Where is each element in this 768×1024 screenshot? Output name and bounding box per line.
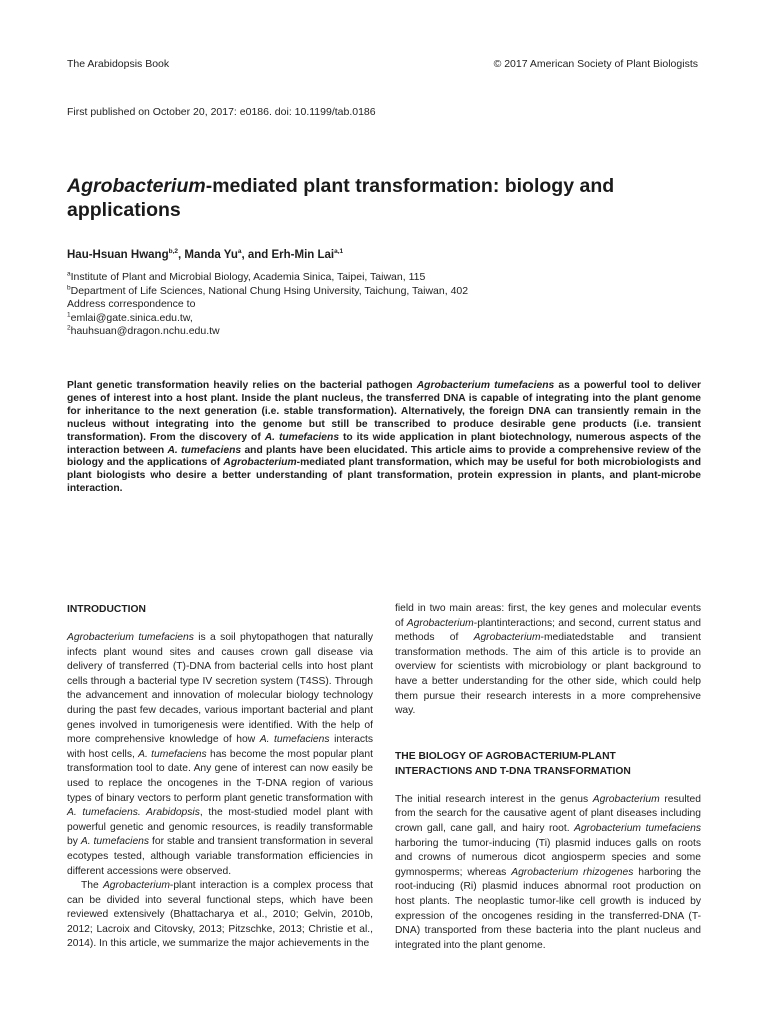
publication-line: First published on October 20, 2017: e0186. doi: 10.1199/tab.0186 xyxy=(67,106,376,118)
abstract-italic: A. tumefaciens xyxy=(167,444,242,456)
left-column xyxy=(67,602,373,952)
biology-heading: THE BIOLOGY OF AGROBACTERIUM-PLANT INTERACTIONS AND T-DNA TRANSFORMATION xyxy=(395,750,631,777)
intro-italic: A. tumefaciens xyxy=(80,836,150,848)
affiliation-b-sup: b xyxy=(67,284,71,292)
intro-italic: Agrobacterium xyxy=(406,617,474,629)
title-line2: applications xyxy=(67,199,181,221)
email-1[interactable] xyxy=(67,312,707,326)
email-2[interactable] xyxy=(67,325,707,339)
author-1-sup: b,2 xyxy=(168,248,178,256)
abstract-text: and plants have been elucidated. This article aims to provide a comprehensive review of the biology and the applications of xyxy=(67,444,701,469)
intro-text: -plant interaction is a complex process that can be divided into several functional steps, which have been reviewed extensively (Bhattacharya et al., 2010; Gelvin, 2010b, 2012; Lacroix and Citovsky, 2013; Pitzschke, 2013; Christie et al., 2014). In this article, we summarize the major achievements in the xyxy=(67,880,373,950)
biology-text: resulted from the search for the causative agent of plant diseases including crown gall, cane gall, and hairy root. xyxy=(395,793,701,834)
intro-italic: Agrobacterium xyxy=(473,632,541,644)
intro-text: interacts with host cells, xyxy=(67,734,373,760)
abstract-text: Plant genetic transformation heavily relies on the bacterial pathogen xyxy=(67,380,417,391)
introduction-paragraph-2-continued xyxy=(395,602,701,719)
author-3: , and Erh-Min Lai xyxy=(241,249,335,261)
copyright-notice: © 2017 American Society of Plant Biologists xyxy=(493,58,698,70)
biology-text: harboring the tumor-inducing (Ti) plasmid induces galls on roots and crowns of numerous dicot angiosperm species and some gymnosperms; whereas xyxy=(395,837,701,878)
affiliation-a-text: Institute of Plant and Microbial Biology, Academia Sinica, Taipei, Taiwan, 115 xyxy=(70,271,426,283)
intro-italic: Agrobacterium tumefaciens xyxy=(67,632,194,643)
running-header xyxy=(67,58,698,74)
intro-italic: A. tumefaciens xyxy=(259,734,330,746)
title-line1: -mediated plant transformation: biology and xyxy=(205,175,615,197)
biology-paragraph-1 xyxy=(395,793,701,954)
biology-italic: Agrobacterium xyxy=(592,793,660,805)
intro-text: is a soil phytopathogen that naturally infects plant wound sites and causes crown gall disease via delivery of transferred (T)-DNA from bacterial cells into host plant cells through a bacterial type IV secretion system (T4SS). Through the advancement and innovation of molecular biology technology during the past few decades, various important bacterial and plant genes involved in tumorigenesis were identified. With the help of more comprehensive knowledge of how xyxy=(67,632,373,746)
abstract-text: to its wide application in plant biotechnology, numerous aspects of the interaction between xyxy=(67,431,701,456)
article-title xyxy=(67,174,707,222)
intro-italic: Agrobacterium xyxy=(102,880,170,892)
right-column xyxy=(395,749,701,954)
author-list xyxy=(67,249,343,261)
email-2-sup: 2 xyxy=(67,324,71,332)
affiliations xyxy=(67,271,707,339)
biology-italic: Agrobacterium rhizogenes xyxy=(511,866,634,878)
biology-text: The initial research interest in the genus xyxy=(395,793,593,805)
affiliation-b-text: Department of Life Sciences, National Chung Hsing University, Taichung, Taiwan, 402 xyxy=(70,284,469,297)
introduction-paragraph-1 xyxy=(67,631,373,879)
abstract-text: as a powerful tool to deliver genes of interest into a host plant. Inside the plant nucleus, the transferred DNA is capable of integrating into the plant genome for inheritance to the next generation (i.e. stable transformation). Alternatively, the foreign DNA can transiently remain in the nucleus without integrating into the genome but still be transcribed to produce desirable gene products (i.e. transient transformation). From the discovery of xyxy=(67,380,701,443)
title-italic: Agrobacterium xyxy=(67,175,206,197)
affiliation-a xyxy=(67,271,707,285)
introduction-paragraph-2 xyxy=(67,879,373,952)
abstract-italic: A. tumefaciens xyxy=(264,431,340,443)
introduction-heading: INTRODUCTION xyxy=(67,604,146,615)
intro-text: The xyxy=(81,880,103,892)
intro-italic: A. tumefaciens xyxy=(138,748,207,760)
abstract xyxy=(67,380,701,496)
biology-italic: Agrobacterium tumefaciens xyxy=(574,822,702,834)
intro-text: , the most-studied model plant with powerful genetic and genomic resources, is readily transformable by xyxy=(67,807,374,848)
correspondence-label: Address correspondence to xyxy=(67,298,196,311)
journal-name: The Arabidopsis Book xyxy=(67,58,170,70)
email-1-sup: 1 xyxy=(67,311,71,319)
intro-text-continued: interactions; and second, current status and methods of xyxy=(395,617,702,644)
email-1-text[interactable]: emlai@gate.sinica.edu.tw, xyxy=(70,311,193,324)
affiliation-b xyxy=(67,285,707,299)
intro-text: -plant xyxy=(473,617,500,629)
email-2-text[interactable]: hauhsuan@dragon.nchu.edu.tw xyxy=(70,325,220,338)
intro-text-continued: field in two main areas: first, the key genes and molecular events of xyxy=(395,603,701,629)
author-1: Hau-Hsuan Hwang xyxy=(67,249,169,261)
author-2: , Manda Yu xyxy=(178,249,238,261)
intro-text-continued: stable and transient transformation methods. The aim of this article is to provide an overview for scientists with microbiology or plant background to have a better understanding for the other side, which could help them pursue their research interests in a more comprehensive way. xyxy=(395,632,701,717)
abstract-text: -mediated plant transformation, which may be useful for both microbiologists and plant biologists who desire a better understanding of plant transformation, protein expression in plants, and plant-microbe interaction. xyxy=(67,457,701,495)
affiliation-a-sup: a xyxy=(67,270,71,278)
author-2-sup: a xyxy=(237,248,242,256)
biology-text: harboring the root-inducing (Ri) plasmid induces abnormal root production on host plants. The neoplastic tumor-like cell growth is induced by expression of the oncogenes residing in the transferred-DNA (T-DNA) transported from these bacteria into the plant nucleus and integrated into the plant genome. xyxy=(395,866,701,951)
intro-text: -mediated xyxy=(540,632,587,644)
author-3-sup: a,1 xyxy=(334,248,344,256)
abstract-italic: Agrobacterium xyxy=(223,457,297,469)
abstract-italic: Agrobacterium tumefaciens xyxy=(416,380,555,391)
intro-italic: A. tumefaciens. Arabidopsis xyxy=(67,807,200,819)
intro-text: for stable and transient transformation in several ecotypes tested, although variable transformation efficiencies in different accessions were observed. xyxy=(67,836,373,877)
intro-text: has become the most popular plant transformation tool to date. Any gene of interest can now easily be used to replace the oncogenes in the T-DNA region of various types of binary vectors to perform plant genetic transformation with xyxy=(67,748,373,804)
